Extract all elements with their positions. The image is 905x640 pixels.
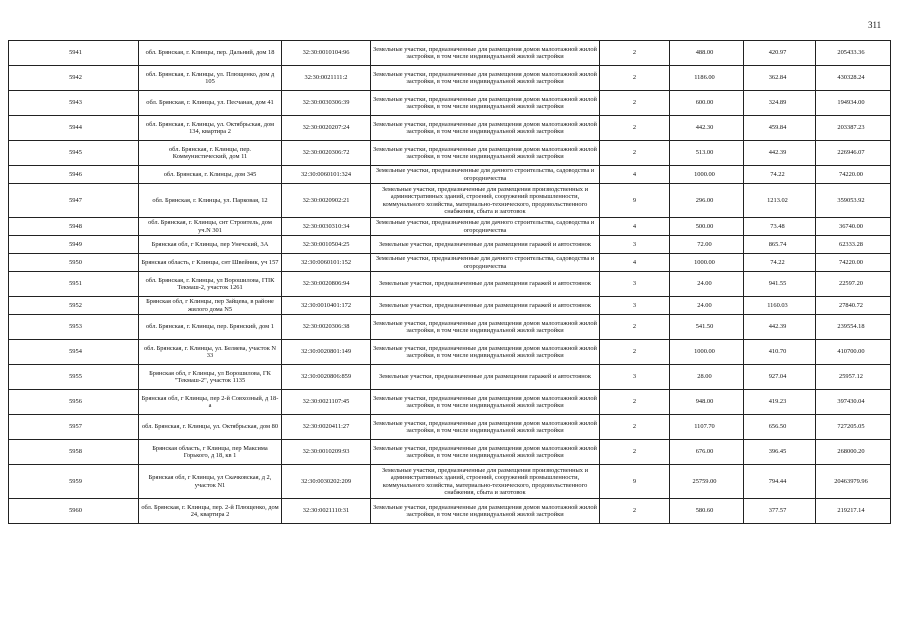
unit-value-cell: 865.74 <box>744 236 816 254</box>
area-cell: 948.00 <box>670 390 744 415</box>
cadastral-number-cell: 32:30:0060101:152 <box>282 254 371 272</box>
address-cell: обл. Брянская, г. Клинцы, ул. Парковая, 12 <box>139 184 282 218</box>
table-body <box>9 41 891 524</box>
area-cell: 580.60 <box>670 499 744 524</box>
cadastral-number-cell: 32:30:0030202:209 <box>282 465 371 499</box>
group-cell: 2 <box>600 66 670 91</box>
row-number-cell: 5958 <box>9 440 139 465</box>
unit-value-cell: 1213.02 <box>744 184 816 218</box>
unit-value-cell: 442.39 <box>744 315 816 340</box>
area-cell: 296.00 <box>670 184 744 218</box>
cadastral-number-cell: 32:30:0030310:34 <box>282 218 371 236</box>
unit-value-cell: 442.39 <box>744 141 816 166</box>
address-cell: обл. Брянская, г. Клинцы, ул. Песчаная, дом 41 <box>139 91 282 116</box>
cadastral-number-cell: 32:30:0020411:27 <box>282 415 371 440</box>
land-use-cell: Земельные участки, предназначенные для размещения производственных и административных зданий, строений, сооружений промышленности, коммунального хозяйства, материально-технического, продовольственного снабжения, сбыта и заготовок <box>371 465 600 499</box>
area-cell: 72.00 <box>670 236 744 254</box>
group-cell: 9 <box>600 465 670 499</box>
row-number-cell: 5953 <box>9 315 139 340</box>
cadastral-value-cell: 22597.20 <box>816 272 891 297</box>
land-use-cell: Земельные участки, предназначенные для размещения домов малоэтажной жилой застройки, в том числе индивидуальной жилой застройки <box>371 91 600 116</box>
cadastral-value-cell: 226946.07 <box>816 141 891 166</box>
row-number-cell: 5959 <box>9 465 139 499</box>
cadastral-value-cell: 205433.36 <box>816 41 891 66</box>
row-number-cell: 5942 <box>9 66 139 91</box>
group-cell: 4 <box>600 254 670 272</box>
row-number-cell: 5944 <box>9 116 139 141</box>
cadastral-value-cell: 36740.00 <box>816 218 891 236</box>
table-row <box>9 66 891 91</box>
address-cell: обл. Брянская, г. Клинцы, ул. Октябрьская, дом 80 <box>139 415 282 440</box>
page-number: 311 <box>868 20 882 30</box>
unit-value-cell: 74.22 <box>744 254 816 272</box>
area-cell: 500.00 <box>670 218 744 236</box>
address-cell: обл. Брянская, г. Клинцы, ул. Октябрьская, дом 134, квартира 2 <box>139 116 282 141</box>
cadastral-value-cell: 74220.00 <box>816 254 891 272</box>
group-cell: 2 <box>600 116 670 141</box>
row-number-cell: 5950 <box>9 254 139 272</box>
cadastral-number-cell: 32:30:0021107:45 <box>282 390 371 415</box>
area-cell: 24.00 <box>670 297 744 315</box>
table-row <box>9 415 891 440</box>
group-cell: 2 <box>600 415 670 440</box>
area-cell: 1000.00 <box>670 166 744 184</box>
table-row <box>9 315 891 340</box>
group-cell: 2 <box>600 41 670 66</box>
land-use-cell: Земельные участки, предназначенные для размещения домов малоэтажной жилой застройки, в том числе индивидуальной жилой застройки <box>371 415 600 440</box>
cadastral-value-cell: 239554.18 <box>816 315 891 340</box>
group-cell: 2 <box>600 390 670 415</box>
row-number-cell: 5952 <box>9 297 139 315</box>
area-cell: 1186.00 <box>670 66 744 91</box>
address-cell: обл. Брянская, г. Клинцы, ул. Плющенко, дом д 105 <box>139 66 282 91</box>
land-use-cell: Земельные участки, предназначенные для размещения домов малоэтажной жилой застройки, в том числе индивидуальной жилой застройки <box>371 66 600 91</box>
cadastral-value-cell: 410700.00 <box>816 340 891 365</box>
table-row <box>9 254 891 272</box>
row-number-cell: 5955 <box>9 365 139 390</box>
group-cell: 2 <box>600 141 670 166</box>
group-cell: 2 <box>600 499 670 524</box>
area-cell: 488.00 <box>670 41 744 66</box>
address-cell: Брянская обл, г Клинцы, ул Скачковская, д 2, участок N1 <box>139 465 282 499</box>
address-cell: Брянская обл, г Клинцы, пер Унечский, 3А <box>139 236 282 254</box>
row-number-cell: 5956 <box>9 390 139 415</box>
area-cell: 600.00 <box>670 91 744 116</box>
area-cell: 442.30 <box>670 116 744 141</box>
group-cell: 4 <box>600 218 670 236</box>
cadastral-value-cell: 20463979.96 <box>816 465 891 499</box>
unit-value-cell: 396.45 <box>744 440 816 465</box>
cadastral-number-cell: 32:30:0020207:24 <box>282 116 371 141</box>
land-use-cell: Земельные участки, предназначенные для размещения домов малоэтажной жилой застройки, в том числе индивидуальной жилой застройки <box>371 41 600 66</box>
table-row <box>9 499 891 524</box>
group-cell: 2 <box>600 440 670 465</box>
row-number-cell: 5949 <box>9 236 139 254</box>
land-use-cell: Земельные участки, предназначенные для размещения домов малоэтажной жилой застройки, в том числе индивидуальной жилой застройки <box>371 440 600 465</box>
cadastral-number-cell: 32:30:0021111:2 <box>282 66 371 91</box>
unit-value-cell: 656.50 <box>744 415 816 440</box>
unit-value-cell: 420.97 <box>744 41 816 66</box>
table-row <box>9 218 891 236</box>
land-use-cell: Земельные участки, предназначенные для размещения домов малоэтажной жилой застройки, в том числе индивидуальной жилой застройки <box>371 116 600 141</box>
row-number-cell: 5954 <box>9 340 139 365</box>
land-use-cell: Земельные участки, предназначенные для размещения производственных и административных зданий, строений, сооружений промышленности, коммунального хозяйства, материально-технического, продовольственного снабжения, сбыта и заготовок <box>371 184 600 218</box>
area-cell: 28.00 <box>670 365 744 390</box>
cadastral-number-cell: 32:30:0010401:172 <box>282 297 371 315</box>
address-cell: обл. Брянская, г. Клинцы, снт Строитель, дом уч.N 301 <box>139 218 282 236</box>
unit-value-cell: 794.44 <box>744 465 816 499</box>
cadastral-number-cell: 32:30:0010104:96 <box>282 41 371 66</box>
table-row <box>9 440 891 465</box>
address-cell: обл. Брянская, г. Клинцы, пер. Коммунистический, дом 11 <box>139 141 282 166</box>
area-cell: 1000.00 <box>670 254 744 272</box>
cadastral-value-cell: 203387.23 <box>816 116 891 141</box>
table-row <box>9 166 891 184</box>
cadastral-value-cell: 25957.12 <box>816 365 891 390</box>
land-use-cell: Земельные участки, предназначенные для размещения домов малоэтажной жилой застройки, в том числе индивидуальной жилой застройки <box>371 499 600 524</box>
group-cell: 3 <box>600 297 670 315</box>
land-use-cell: Земельные участки, предназначенные для размещения гаражей и автостоянок <box>371 272 600 297</box>
address-cell: обл. Брянская, г. Клинцы, ул. Беляева, участок N 33 <box>139 340 282 365</box>
table-row <box>9 297 891 315</box>
group-cell: 3 <box>600 272 670 297</box>
cadastral-value-cell: 727205.05 <box>816 415 891 440</box>
unit-value-cell: 73.48 <box>744 218 816 236</box>
cadastral-value-cell: 268000.20 <box>816 440 891 465</box>
cadastral-number-cell: 32:30:0020306:38 <box>282 315 371 340</box>
unit-value-cell: 1160.03 <box>744 297 816 315</box>
cadastral-value-cell: 219217.14 <box>816 499 891 524</box>
cadastral-value-table <box>8 40 891 524</box>
unit-value-cell: 410.70 <box>744 340 816 365</box>
address-cell: Брянская обл, г Клинцы, пер Зайцева, в районе жилого дома N5 <box>139 297 282 315</box>
land-use-cell: Земельные участки, предназначенные для размещения гаражей и автостоянок <box>371 297 600 315</box>
cadastral-number-cell: 32:30:0030306:39 <box>282 91 371 116</box>
group-cell: 3 <box>600 365 670 390</box>
address-cell: обл. Брянская, г. Клинцы, пер. 2-й Плющенко, дом 24, квартира 2 <box>139 499 282 524</box>
unit-value-cell: 941.55 <box>744 272 816 297</box>
cadastral-number-cell: 32:30:0060101:324 <box>282 166 371 184</box>
land-use-cell: Земельные участки, предназначенные для размещения домов малоэтажной жилой застройки, в том числе индивидуальной жилой застройки <box>371 340 600 365</box>
table-row <box>9 465 891 499</box>
land-use-cell: Земельные участки, предназначенные для дачного строительства, садоводства и огородничества <box>371 218 600 236</box>
unit-value-cell: 927.04 <box>744 365 816 390</box>
group-cell: 3 <box>600 236 670 254</box>
land-use-cell: Земельные участки, предназначенные для дачного строительства, садоводства и огородничества <box>371 254 600 272</box>
table-row <box>9 91 891 116</box>
land-use-cell: Земельные участки, предназначенные для размещения гаражей и автостоянок <box>371 236 600 254</box>
table-row <box>9 272 891 297</box>
group-cell: 2 <box>600 315 670 340</box>
group-cell: 9 <box>600 184 670 218</box>
group-cell: 2 <box>600 91 670 116</box>
address-cell: Брянская область, г Клинцы, снт Швейник, уч 157 <box>139 254 282 272</box>
cadastral-number-cell: 32:30:0020306:72 <box>282 141 371 166</box>
cadastral-value-cell: 74220.00 <box>816 166 891 184</box>
row-number-cell: 5945 <box>9 141 139 166</box>
area-cell: 25759.00 <box>670 465 744 499</box>
land-use-cell: Земельные участки, предназначенные для размещения гаражей и автостоянок <box>371 365 600 390</box>
address-cell: обл. Брянская, г. Клинцы, пер. Брянский, дом 1 <box>139 315 282 340</box>
row-number-cell: 5951 <box>9 272 139 297</box>
address-cell: обл. Брянская, г. Клинцы, пер. Дальний, дом 18 <box>139 41 282 66</box>
unit-value-cell: 74.22 <box>744 166 816 184</box>
address-cell: обл. Брянская, г. Клинцы, дом 345 <box>139 166 282 184</box>
cadastral-number-cell: 32:30:0020801:149 <box>282 340 371 365</box>
cadastral-value-cell: 397430.04 <box>816 390 891 415</box>
group-cell: 4 <box>600 166 670 184</box>
cadastral-number-cell: 32:30:0020806:859 <box>282 365 371 390</box>
land-use-cell: Земельные участки, предназначенные для дачного строительства, садоводства и огородничества <box>371 166 600 184</box>
address-cell: Брянская обл, г Клинцы, ул Ворошилова, ГК "Текмаш-2", участок 1135 <box>139 365 282 390</box>
land-use-cell: Земельные участки, предназначенные для размещения домов малоэтажной жилой застройки, в том числе индивидуальной жилой застройки <box>371 141 600 166</box>
address-cell: Брянская обл, г Клинцы, пер 2-й Совхозный, д 18-а <box>139 390 282 415</box>
cadastral-number-cell: 32:30:0020806:94 <box>282 272 371 297</box>
table-row <box>9 116 891 141</box>
table-row <box>9 41 891 66</box>
area-cell: 541.50 <box>670 315 744 340</box>
unit-value-cell: 419.23 <box>744 390 816 415</box>
table-row <box>9 184 891 218</box>
cadastral-value-cell: 62333.28 <box>816 236 891 254</box>
table-row <box>9 390 891 415</box>
address-cell: обл. Брянская, г. Клинцы, ул Ворошилова, ГПК Текмаш-2, участок 1261 <box>139 272 282 297</box>
cadastral-value-cell: 194934.00 <box>816 91 891 116</box>
row-number-cell: 5960 <box>9 499 139 524</box>
area-cell: 1000.00 <box>670 340 744 365</box>
table-row <box>9 365 891 390</box>
land-use-cell: Земельные участки, предназначенные для размещения домов малоэтажной жилой застройки, в том числе индивидуальной жилой застройки <box>371 315 600 340</box>
table-row <box>9 340 891 365</box>
cadastral-number-cell: 32:30:0021110:31 <box>282 499 371 524</box>
row-number-cell: 5946 <box>9 166 139 184</box>
unit-value-cell: 362.84 <box>744 66 816 91</box>
address-cell: Брянская область, г Клинцы, пер Максима Горького, д 18, кв 1 <box>139 440 282 465</box>
cadastral-value-cell: 27840.72 <box>816 297 891 315</box>
unit-value-cell: 459.84 <box>744 116 816 141</box>
area-cell: 24.00 <box>670 272 744 297</box>
area-cell: 1107.70 <box>670 415 744 440</box>
unit-value-cell: 324.89 <box>744 91 816 116</box>
cadastral-value-cell: 359053.92 <box>816 184 891 218</box>
cadastral-number-cell: 32:30:0010504:25 <box>282 236 371 254</box>
row-number-cell: 5947 <box>9 184 139 218</box>
unit-value-cell: 377.57 <box>744 499 816 524</box>
area-cell: 513.00 <box>670 141 744 166</box>
row-number-cell: 5941 <box>9 41 139 66</box>
land-use-cell: Земельные участки, предназначенные для размещения домов малоэтажной жилой застройки, в том числе индивидуальной жилой застройки <box>371 390 600 415</box>
cadastral-number-cell: 32:30:0020902:21 <box>282 184 371 218</box>
group-cell: 2 <box>600 340 670 365</box>
row-number-cell: 5957 <box>9 415 139 440</box>
table-row <box>9 236 891 254</box>
row-number-cell: 5943 <box>9 91 139 116</box>
cadastral-value-cell: 430328.24 <box>816 66 891 91</box>
row-number-cell: 5948 <box>9 218 139 236</box>
area-cell: 676.00 <box>670 440 744 465</box>
table-row <box>9 141 891 166</box>
cadastral-number-cell: 32:30:0010209:93 <box>282 440 371 465</box>
